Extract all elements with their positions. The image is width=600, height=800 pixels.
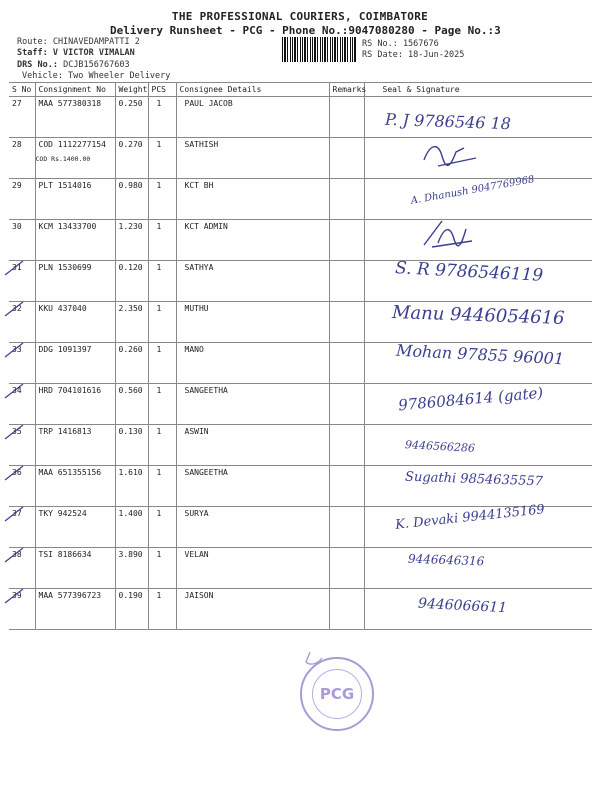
signature-cell bbox=[364, 425, 592, 466]
signature-cell bbox=[364, 97, 592, 138]
sno-text: 30 bbox=[12, 222, 22, 231]
consignee-text: KCT ADMIN bbox=[184, 222, 228, 231]
column-header-weight: Weight bbox=[115, 83, 148, 97]
tick-mark bbox=[3, 464, 25, 482]
consignment-text: KKU 437040 bbox=[38, 304, 87, 313]
consignee-text: ASWIN bbox=[184, 427, 209, 436]
weight-text: 1.400 bbox=[118, 509, 143, 518]
pcs-text: 1 bbox=[156, 468, 162, 477]
barcode bbox=[282, 37, 356, 62]
signature-row-35: 9446566286 bbox=[404, 438, 476, 455]
remarks-cell bbox=[329, 97, 364, 138]
weight-text: 0.980 bbox=[118, 181, 143, 190]
signature-cell bbox=[364, 507, 592, 548]
sno-text: 36 bbox=[12, 468, 22, 477]
weight-cell bbox=[115, 425, 148, 466]
remarks-cell bbox=[329, 343, 364, 384]
sno-cell bbox=[9, 179, 35, 220]
table-row bbox=[9, 138, 592, 179]
drs-number bbox=[17, 60, 130, 70]
pcs-cell bbox=[148, 384, 176, 425]
rs-number: RS No.: 1567676 bbox=[362, 39, 439, 49]
tick-mark bbox=[3, 382, 25, 400]
weight-text: 0.130 bbox=[118, 427, 143, 436]
consignment-text: TRP 1416813 bbox=[38, 427, 92, 436]
consignee-cell bbox=[176, 179, 329, 220]
pcs-cell bbox=[148, 220, 176, 261]
sno-text: 31 bbox=[12, 263, 22, 272]
weight-cell bbox=[115, 466, 148, 507]
stamp-initial-mark bbox=[302, 650, 326, 670]
table-row bbox=[9, 425, 592, 466]
table-row bbox=[9, 179, 592, 220]
weight-text: 0.260 bbox=[118, 345, 143, 354]
sno-cell bbox=[9, 220, 35, 261]
weight-cell bbox=[115, 220, 148, 261]
weight-cell bbox=[115, 138, 148, 179]
sno-text: 39 bbox=[12, 591, 22, 600]
column-header-consignee: Consignee Details bbox=[176, 83, 329, 97]
signature-row-38: 9446646316 bbox=[407, 551, 485, 569]
sno-text: 38 bbox=[12, 550, 22, 559]
pcs-cell bbox=[148, 466, 176, 507]
pcs-text: 1 bbox=[156, 427, 162, 436]
company-title: THE PROFESSIONAL COURIERS, COIMBATORE bbox=[171, 10, 429, 23]
weight-cell bbox=[115, 589, 148, 630]
sno-text: 27 bbox=[12, 99, 22, 108]
weight-text: 0.560 bbox=[118, 386, 143, 395]
consignment-cell bbox=[35, 343, 115, 384]
consignee-cell bbox=[176, 507, 329, 548]
pcs-text: 1 bbox=[156, 550, 162, 559]
weight-cell bbox=[115, 507, 148, 548]
consignment-cell bbox=[35, 97, 115, 138]
sno-cell bbox=[9, 261, 35, 302]
consignment-text: MAA 577380318 bbox=[38, 99, 102, 108]
vehicle-label: Vehicle: Two Wheeler Delivery bbox=[22, 71, 171, 81]
tick-mark bbox=[3, 587, 25, 605]
table-row bbox=[9, 343, 592, 384]
signature-cell bbox=[364, 589, 592, 630]
tick-mark bbox=[3, 259, 25, 277]
signature-row-31: S. R 9786546119 bbox=[394, 258, 544, 286]
drs-value: DCJB156767603 bbox=[63, 60, 130, 70]
consignment-cell bbox=[35, 548, 115, 589]
table-row bbox=[9, 589, 592, 630]
scribble-signature-row-28 bbox=[420, 138, 480, 172]
signature-cell bbox=[364, 179, 592, 220]
weight-text: 1.230 bbox=[118, 222, 143, 231]
sno-cell bbox=[9, 466, 35, 507]
consignee-cell bbox=[176, 466, 329, 507]
consignee-cell bbox=[176, 548, 329, 589]
weight-text: 3.890 bbox=[118, 550, 143, 559]
runsheet-table bbox=[9, 82, 592, 630]
pcs-cell bbox=[148, 548, 176, 589]
rs-date: RS Date: 18-Jun-2025 bbox=[362, 50, 465, 60]
sno-text: 35 bbox=[12, 427, 22, 436]
consignee-text: SATHISH bbox=[184, 140, 219, 149]
signature-cell bbox=[364, 548, 592, 589]
consignee-cell bbox=[176, 261, 329, 302]
pcs-cell bbox=[148, 97, 176, 138]
signature-row-29: A. Dhanush 9047769968 bbox=[409, 174, 536, 207]
consignee-text: SANGEETHA bbox=[184, 468, 228, 477]
consignment-cell bbox=[35, 302, 115, 343]
pcs-text: 1 bbox=[156, 304, 162, 313]
cod-amount-note: COD Rs.1400.00 bbox=[35, 155, 91, 163]
weight-text: 0.270 bbox=[118, 140, 143, 149]
sno-cell bbox=[9, 138, 35, 179]
weight-text: 0.190 bbox=[118, 591, 143, 600]
weight-text: 0.120 bbox=[118, 263, 143, 272]
consignee-cell bbox=[176, 138, 329, 179]
consignment-text: PLN 1530699 bbox=[38, 263, 92, 272]
pcs-text: 1 bbox=[156, 140, 162, 149]
consignment-text: COD 1112277154 bbox=[38, 140, 106, 149]
pcs-cell bbox=[148, 343, 176, 384]
tick-mark bbox=[3, 341, 25, 359]
tick-mark bbox=[3, 505, 25, 523]
consignee-cell bbox=[176, 343, 329, 384]
signature-cell bbox=[364, 340, 592, 384]
remarks-cell bbox=[329, 589, 364, 630]
column-header-consignment: Consignment No bbox=[35, 83, 115, 97]
weight-text: 0.250 bbox=[118, 99, 143, 108]
table-row bbox=[9, 261, 592, 302]
consignment-text: TKY 942524 bbox=[38, 509, 87, 518]
column-header-pcs: PCS bbox=[148, 83, 176, 97]
weight-cell bbox=[115, 261, 148, 302]
weight-text: 2.350 bbox=[118, 304, 143, 313]
remarks-cell bbox=[329, 507, 364, 548]
consignment-text: MAA 651355156 bbox=[38, 468, 102, 477]
consignment-cell bbox=[35, 384, 115, 425]
sno-text: 37 bbox=[12, 509, 22, 518]
table-row bbox=[9, 548, 592, 589]
consignee-text: KCT BH bbox=[184, 181, 214, 190]
runsheet-subtitle: Delivery Runsheet - PCG - Phone No.:9047080280 - Page No.:3 bbox=[110, 24, 501, 37]
consignment-cell bbox=[35, 220, 115, 261]
consignee-text: SURYA bbox=[184, 509, 209, 518]
pcs-text: 1 bbox=[156, 222, 162, 231]
consignment-text: TSI 8186634 bbox=[38, 550, 92, 559]
sno-text: 32 bbox=[12, 304, 22, 313]
consignee-cell bbox=[176, 589, 329, 630]
sno-text: 33 bbox=[12, 345, 22, 354]
consignee-text: SATHYA bbox=[184, 263, 214, 272]
sno-cell bbox=[9, 302, 35, 343]
consignee-cell bbox=[176, 220, 329, 261]
staff-label: Staff: V VICTOR VIMALAN bbox=[17, 48, 135, 58]
consignee-cell bbox=[176, 97, 329, 138]
remarks-cell bbox=[329, 261, 364, 302]
consignment-text: DDG 1091397 bbox=[38, 345, 92, 354]
signature-row-36: Sugathi 9854635557 bbox=[404, 469, 544, 490]
consignee-text: MUTHU bbox=[184, 304, 209, 313]
consignment-cell bbox=[35, 179, 115, 220]
consignee-cell bbox=[176, 384, 329, 425]
scribble-signature-row-30 bbox=[418, 213, 478, 253]
consignee-text: MANO bbox=[184, 345, 204, 354]
table-row bbox=[9, 97, 592, 138]
consignment-text: HRD 704101616 bbox=[38, 386, 102, 395]
signature-row-39: 9446066611 bbox=[417, 595, 508, 617]
remarks-cell bbox=[329, 138, 364, 179]
pcs-cell bbox=[148, 138, 176, 179]
table-row bbox=[9, 302, 592, 343]
consignment-cell bbox=[35, 261, 115, 302]
pcs-text: 1 bbox=[156, 99, 162, 108]
consignee-cell bbox=[176, 302, 329, 343]
pcs-text: 1 bbox=[156, 386, 162, 395]
weight-cell bbox=[115, 384, 148, 425]
remarks-cell bbox=[329, 466, 364, 507]
tick-mark bbox=[3, 423, 25, 441]
consignment-text: KCM 13433700 bbox=[38, 222, 97, 231]
signature-row-37: K. Devaki 9944135169 bbox=[394, 502, 546, 533]
stamp-text: PCG bbox=[312, 669, 362, 719]
sno-text: 28 bbox=[12, 140, 22, 149]
pcs-text: 1 bbox=[156, 181, 162, 190]
signature-cell bbox=[364, 302, 592, 343]
remarks-cell bbox=[329, 302, 364, 343]
pcs-cell bbox=[148, 261, 176, 302]
signature-row-27: P. J 9786546 18 bbox=[384, 109, 512, 134]
table-row bbox=[9, 507, 592, 548]
consignee-text: PAUL JACOB bbox=[184, 99, 233, 108]
remarks-cell bbox=[329, 220, 364, 261]
consignment-text: MAA 577396723 bbox=[38, 591, 102, 600]
signature-cell bbox=[364, 261, 592, 302]
sno-text: 29 bbox=[12, 181, 22, 190]
route-label: Route: CHINAVEDAMPATTI 2 bbox=[17, 37, 140, 47]
pcs-text: 1 bbox=[156, 345, 162, 354]
weight-cell bbox=[115, 179, 148, 220]
consignment-cell bbox=[35, 138, 115, 179]
signature-cell bbox=[364, 466, 592, 507]
table-row bbox=[9, 466, 592, 507]
consignment-cell bbox=[35, 589, 115, 630]
sno-cell bbox=[9, 97, 35, 138]
sno-cell bbox=[9, 384, 35, 425]
consignee-cell bbox=[176, 425, 329, 466]
consignment-cell bbox=[35, 466, 115, 507]
tick-mark bbox=[3, 546, 25, 564]
pcs-cell bbox=[148, 302, 176, 343]
consignee-text: SANGEETHA bbox=[184, 386, 228, 395]
remarks-cell bbox=[329, 179, 364, 220]
sno-text: 34 bbox=[12, 386, 22, 395]
signature-row-34: 9786084614 (gate) bbox=[397, 383, 544, 415]
tick-mark bbox=[3, 300, 25, 318]
sno-cell bbox=[9, 343, 35, 384]
consignment-text: PLT 1514016 bbox=[38, 181, 92, 190]
consignment-cell bbox=[35, 507, 115, 548]
consignee-text: VELAN bbox=[184, 550, 209, 559]
pcs-text: 1 bbox=[156, 591, 162, 600]
signature-cell bbox=[364, 220, 592, 261]
pcs-cell bbox=[148, 507, 176, 548]
pcs-cell bbox=[148, 589, 176, 630]
consignee-text: JAISON bbox=[184, 591, 214, 600]
remarks-cell bbox=[329, 384, 364, 425]
signature-row-32: Manu 9446054616 bbox=[391, 301, 565, 330]
weight-text: 1.610 bbox=[118, 468, 143, 477]
column-header-sno: S No bbox=[9, 83, 35, 97]
consignment-cell bbox=[35, 425, 115, 466]
sno-cell bbox=[9, 548, 35, 589]
sno-cell bbox=[9, 507, 35, 548]
signature-row-33: Mohan 97855 96001 bbox=[395, 340, 565, 369]
signature-cell bbox=[364, 384, 592, 425]
pcs-text: 1 bbox=[156, 509, 162, 518]
weight-cell bbox=[115, 343, 148, 384]
weight-cell bbox=[115, 302, 148, 343]
table-header bbox=[9, 83, 592, 97]
pcs-text: 1 bbox=[156, 263, 162, 272]
pcs-cell bbox=[148, 179, 176, 220]
weight-cell bbox=[115, 97, 148, 138]
weight-cell bbox=[115, 548, 148, 589]
remarks-cell bbox=[329, 425, 364, 466]
pcs-cell bbox=[148, 425, 176, 466]
sno-cell bbox=[9, 425, 35, 466]
column-header-remarks: Remarks bbox=[329, 83, 364, 97]
table-row bbox=[9, 220, 592, 261]
column-header-signature: Seal & Signature bbox=[364, 83, 592, 97]
drs-label: DRS No.: bbox=[17, 60, 58, 70]
remarks-cell bbox=[329, 548, 364, 589]
sno-cell bbox=[9, 589, 35, 630]
table-row bbox=[9, 384, 592, 425]
